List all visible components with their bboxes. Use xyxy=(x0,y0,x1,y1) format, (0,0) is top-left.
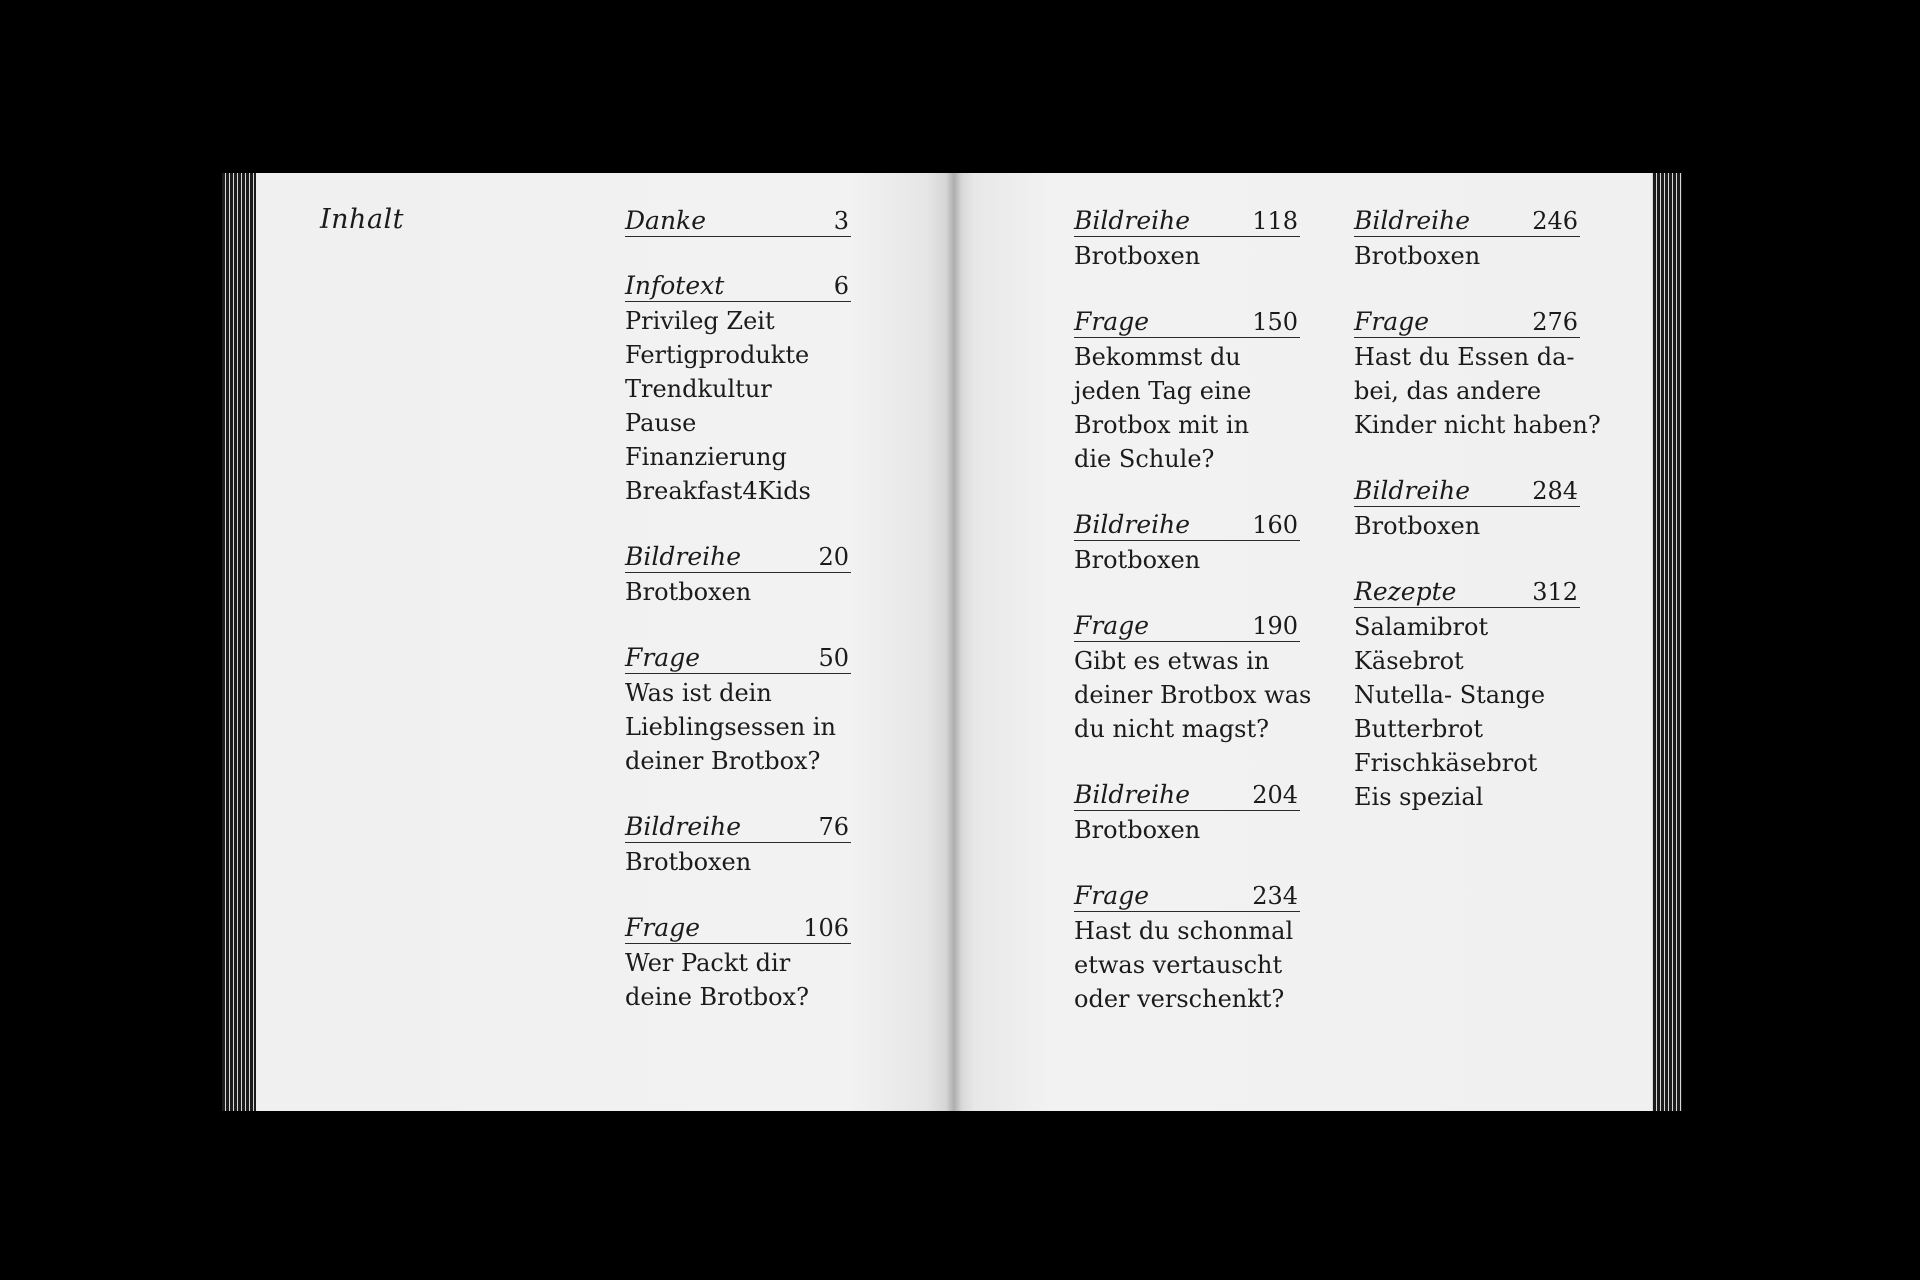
toc-entry-line: Gibt es etwas in xyxy=(1074,647,1270,675)
toc-page-number: 118 xyxy=(1252,207,1298,235)
toc-entry-line: deine Brotbox? xyxy=(625,983,809,1011)
toc-entry-line: Käsebrot xyxy=(1354,647,1464,675)
toc-entry-description xyxy=(1354,340,1601,442)
toc-entry-description xyxy=(1074,914,1304,1016)
toc-entry-header xyxy=(625,542,851,573)
toc-entry-header xyxy=(625,913,851,944)
toc-column-3 xyxy=(1354,206,1601,848)
toc-entry xyxy=(1354,206,1584,273)
toc-entry-description xyxy=(1354,610,1584,814)
toc-entry-header xyxy=(1074,611,1300,642)
toc-entry-line: Eis spezial xyxy=(1354,783,1484,811)
toc-entry-header xyxy=(1354,577,1580,608)
toc-entry-header xyxy=(1074,206,1300,237)
toc-entry-line: Brotboxen xyxy=(625,578,752,606)
toc-entry-description xyxy=(1354,509,1584,543)
toc-entry-line: etwas vertauscht xyxy=(1074,951,1283,979)
toc-entry xyxy=(1074,611,1312,746)
page-edges-right xyxy=(1652,173,1682,1111)
toc-entry-type: Bildreihe xyxy=(1354,476,1471,505)
toc-entry-header xyxy=(625,643,851,674)
toc-entry-description xyxy=(1354,239,1584,273)
toc-page-number: 246 xyxy=(1532,207,1578,235)
toc-page-number: 276 xyxy=(1532,308,1578,336)
toc-entry xyxy=(1354,577,1584,814)
toc-entry xyxy=(1074,510,1304,577)
toc-entry-line: Privileg Zeit xyxy=(625,307,775,335)
toc-entry-line: Nutella- Stange xyxy=(1354,681,1546,709)
toc-entry xyxy=(625,271,855,508)
toc-page-number: 3 xyxy=(833,207,849,235)
toc-entry xyxy=(625,542,855,609)
toc-entry xyxy=(625,812,855,879)
toc-page-number: 76 xyxy=(818,813,849,841)
toc-entry-description xyxy=(1074,340,1304,476)
toc-entry-header xyxy=(625,206,851,237)
toc-entry-line: Brotboxen xyxy=(1074,546,1201,574)
toc-entry-description xyxy=(1074,239,1304,273)
toc-entry-line: Finanzierung xyxy=(625,443,787,471)
toc-entry-header xyxy=(1354,476,1580,507)
toc-entry-line: Bekommst du xyxy=(1074,343,1241,371)
toc-entry xyxy=(1074,206,1304,273)
toc-entry-line: Breakfast4Kids xyxy=(625,477,811,505)
toc-entry-description xyxy=(1074,644,1312,746)
toc-entry-type: Bildreihe xyxy=(625,812,742,841)
toc-entry-line: bei, das andere xyxy=(1354,377,1542,405)
toc-entry-line: Butterbrot xyxy=(1354,715,1483,743)
toc-entry-header xyxy=(1074,780,1300,811)
toc-entry-type: Bildreihe xyxy=(1074,206,1191,235)
toc-page-number: 312 xyxy=(1532,578,1578,606)
toc-heading: Inhalt xyxy=(320,204,405,235)
toc-entry-type: Bildreihe xyxy=(1354,206,1471,235)
toc-page-number: 50 xyxy=(818,644,849,672)
toc-entry-type: Frage xyxy=(625,643,700,672)
toc-entry xyxy=(1074,307,1304,476)
toc-entry-line: Brotbox mit in xyxy=(1074,411,1250,439)
toc-entry-description xyxy=(1074,813,1304,847)
toc-page-number: 150 xyxy=(1252,308,1298,336)
toc-entry-header xyxy=(625,271,851,302)
toc-column-1 xyxy=(625,206,855,1048)
toc-entry-description xyxy=(625,946,855,1014)
toc-entry-type: Frage xyxy=(625,913,700,942)
toc-entry-description xyxy=(625,304,855,508)
toc-entry-type: Bildreihe xyxy=(625,542,742,571)
toc-entry-line: Brotboxen xyxy=(1354,242,1481,270)
toc-entry-line: die Schule? xyxy=(1074,445,1215,473)
toc-entry-header xyxy=(1074,510,1300,541)
toc-entry-type: Bildreihe xyxy=(1074,510,1191,539)
toc-page-number: 160 xyxy=(1252,511,1298,539)
toc-entry-line: jeden Tag eine xyxy=(1074,377,1252,405)
toc-entry-header xyxy=(1074,881,1300,912)
toc-page-number: 106 xyxy=(803,914,849,942)
toc-entry-line: oder verschenkt? xyxy=(1074,985,1285,1013)
toc-page-number: 190 xyxy=(1252,612,1298,640)
toc-column-2 xyxy=(1074,206,1312,1050)
toc-entry-type: Infotext xyxy=(625,271,725,300)
toc-entry-type: Frage xyxy=(1074,881,1149,910)
toc-entry-line: Brotboxen xyxy=(1074,816,1201,844)
toc-entry xyxy=(1354,476,1584,543)
toc-page-number: 204 xyxy=(1252,781,1298,809)
toc-entry-description xyxy=(625,845,855,879)
toc-entry-line: Hast du Essen da- xyxy=(1354,343,1575,371)
toc-entry-line: Pause xyxy=(625,409,697,437)
toc-entry-line: Frischkäsebrot xyxy=(1354,749,1538,777)
toc-entry-line: deiner Brotbox was xyxy=(1074,681,1312,709)
toc-page-number: 284 xyxy=(1532,477,1578,505)
toc-entry-line: Brotboxen xyxy=(1074,242,1201,270)
toc-entry xyxy=(625,913,855,1014)
toc-page-number: 234 xyxy=(1252,882,1298,910)
toc-entry-line: Was ist dein xyxy=(625,679,772,707)
toc-entry-description xyxy=(1074,543,1304,577)
toc-entry-line: Kinder nicht haben? xyxy=(1354,411,1601,439)
toc-entry-header xyxy=(1074,307,1300,338)
toc-entry-line: du nicht magst? xyxy=(1074,715,1270,743)
toc-entry-line: Trendkultur xyxy=(625,375,772,403)
toc-entry-header xyxy=(625,812,851,843)
toc-entry-type: Frage xyxy=(1074,611,1149,640)
toc-entry xyxy=(1354,307,1601,442)
toc-entry xyxy=(625,643,855,778)
toc-entry xyxy=(1074,881,1304,1016)
toc-entry-description xyxy=(625,575,855,609)
book-gutter xyxy=(946,173,962,1111)
toc-page-number: 20 xyxy=(818,543,849,571)
toc-entry-line: Fertigprodukte xyxy=(625,341,810,369)
toc-entry-header xyxy=(1354,206,1580,237)
toc-entry-line: Salamibrot xyxy=(1354,613,1489,641)
toc-entry-description xyxy=(625,676,855,778)
toc-entry-line: Lieblingsessen in xyxy=(625,713,836,741)
toc-entry-line: deiner Brotbox? xyxy=(625,747,821,775)
toc-entry-line: Wer Packt dir xyxy=(625,949,791,977)
toc-entry-type: Frage xyxy=(1354,307,1429,336)
toc-entry-type: Frage xyxy=(1074,307,1149,336)
toc-entry-header xyxy=(1354,307,1580,338)
toc-page-number: 6 xyxy=(833,272,849,300)
toc-entry-line: Brotboxen xyxy=(625,848,752,876)
page-edges-left xyxy=(222,173,256,1111)
toc-entry-type: Danke xyxy=(625,206,706,235)
toc-entry-line: Brotboxen xyxy=(1354,512,1481,540)
toc-entry xyxy=(625,206,855,237)
toc-entry-type: Bildreihe xyxy=(1074,780,1191,809)
toc-entry-type: Rezepte xyxy=(1354,577,1457,606)
toc-entry-line: Hast du schonmal xyxy=(1074,917,1294,945)
toc-entry xyxy=(1074,780,1304,847)
